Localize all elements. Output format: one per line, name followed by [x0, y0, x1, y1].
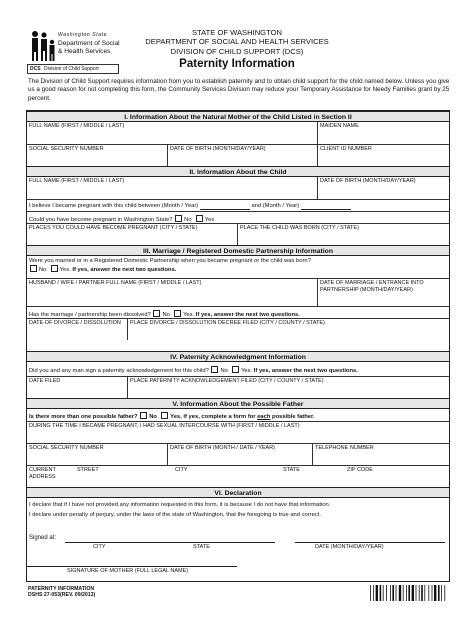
label: CURRENT ADDRESS: [29, 467, 56, 480]
father-phone-field[interactable]: [312, 444, 449, 465]
child-birthplace-field[interactable]: [237, 224, 449, 245]
label: CITY: [175, 467, 188, 473]
divorce-place-field[interactable]: [127, 319, 449, 340]
pregnant-wa-yes-checkbox[interactable]: [196, 215, 203, 222]
yes-label: Yes: [204, 217, 215, 223]
city-label: [173, 466, 263, 487]
pregnant-to-input[interactable]: [301, 203, 351, 210]
current-address-label: [27, 466, 75, 487]
label: SOCIAL SECURITY NUMBER: [29, 146, 104, 152]
signed-state-label: STATE: [193, 544, 210, 550]
mother-name-row: [27, 122, 449, 144]
pregnancy-places-field[interactable]: [27, 224, 237, 245]
spouse-name-field[interactable]: [27, 279, 317, 306]
header-department: DEPARTMENT OF SOCIAL AND HEALTH SERVICES: [145, 37, 329, 47]
signed-at-line[interactable]: [65, 541, 275, 543]
no-label: No: [39, 267, 47, 273]
ack-place-filed-field[interactable]: [127, 377, 449, 398]
label: STATE: [283, 467, 300, 473]
married-no-checkbox[interactable]: [30, 265, 37, 272]
pregnant-wa-no-checkbox[interactable]: [175, 215, 182, 222]
signed-date-line[interactable]: [295, 541, 445, 543]
label: FULL NAME (FIRST / MIDDLE / LAST): [29, 123, 125, 129]
followup-a: if yes, complete a form for: [183, 414, 256, 420]
multiple-fathers-yes-checkbox[interactable]: [161, 412, 168, 419]
label: FULL NAME (FIRST / MIDDLE / LAST): [29, 178, 125, 184]
child-name-row: [27, 177, 449, 199]
declaration-line-1: I declare that if I have not provided any information requested in this form, it is because I do not have that information.: [29, 502, 331, 508]
acknowledgment-row: [27, 362, 449, 376]
acknowledgment-question: [27, 365, 451, 376]
section-2-header: II. Information About the Child: [27, 166, 449, 177]
page-title: Paternity Information: [179, 58, 295, 70]
dissolved-row: [27, 306, 449, 318]
label: PLACES YOU COULD HAVE BECOME PREGNANT (CITY / STATE): [29, 225, 198, 231]
agency-header: [0, 28, 474, 56]
street-label: [75, 466, 145, 487]
zip-label: [345, 466, 425, 487]
no-label: No: [149, 414, 157, 420]
signed-date-label: DATE (MONTH/DAY/YEAR): [315, 544, 384, 550]
section-5-header: V. Information About the Possible Father: [27, 398, 449, 409]
dissolved-followup: If yes, answer the next two questions.: [195, 312, 300, 318]
married-question-text: Were you married or in a Registered Domestic Partnership when you became pregnant or the child was born?: [29, 258, 311, 264]
logo-state-text: Washington State: [58, 32, 107, 38]
married-followup: If yes, answer the next two questions.: [72, 267, 177, 273]
label: ZIP CODE: [347, 467, 373, 473]
yes-label: Yes.: [59, 267, 71, 273]
section-1-header: I. Information About the Natural Mother of the Child Listed in Section II: [27, 111, 449, 122]
label: DATE OF DIVORCE / DISSOLUTION: [29, 320, 121, 326]
mother-id-row: [27, 144, 449, 166]
married-question: [27, 257, 451, 275]
label: PLACE PATERNITY ACKNOWLEDGEMENT FILED (CITY / COUNTY / STATE): [130, 378, 324, 384]
father-id-row: [27, 443, 449, 465]
label: CLIENT ID NUMBER: [320, 146, 372, 152]
state-label: [281, 466, 341, 487]
multiple-fathers-row: [27, 409, 449, 421]
declaration-line-2: I declare under penalty of perjury, under the laws of the state of Washington, that the foregoing is true and correct.: [29, 512, 321, 518]
label: TELEPHONE NUMBER: [315, 445, 374, 451]
logo-dept-text-2: & Health Services: [58, 47, 111, 55]
label: MAIDEN NAME: [320, 123, 359, 129]
label: DATE OF MARRIAGE / ENTRANCE INTO PARTNERSHIP (MONTH/DAY/YEAR): [320, 280, 424, 293]
child-dob-field[interactable]: [317, 177, 449, 199]
married-yes-checkbox[interactable]: [51, 265, 58, 272]
label: DATE OF BIRTH (MONTH/DAY/YEAR): [320, 178, 416, 184]
section-6-header: VI. Declaration: [27, 487, 449, 498]
yes-label: Yes.: [183, 312, 195, 318]
dcs-abbr: DCS: [30, 66, 41, 72]
label: DATE OF BIRTH (MONTH / DATE / YEAR): [170, 445, 276, 451]
no-label: No: [220, 368, 228, 374]
no-label: No: [162, 312, 170, 318]
yes-label: Yes,: [170, 414, 182, 420]
ack-label: Did you and any man sign a paternity acknowledgement for this child?: [29, 368, 209, 374]
mother-full-name-field[interactable]: [27, 122, 317, 144]
ack-filed-row: [27, 376, 449, 398]
dissolved-yes-checkbox[interactable]: [174, 310, 181, 317]
father-name-row: [27, 421, 449, 443]
mother-maiden-name-field[interactable]: [317, 122, 449, 144]
multiple-fathers-label: Is there more than one possible father?: [29, 414, 138, 420]
yes-label: Yes.: [241, 368, 253, 374]
married-question-row: [27, 256, 449, 278]
father-ssn-field[interactable]: [27, 444, 167, 465]
label: DURING THE TIME I BECAME PREGNANT, I HAD SEXUAL INTERCOURSE WITH (FIRST / MIDDLE / LAST): [29, 423, 300, 429]
label: DATE FILED: [29, 378, 61, 384]
ack-no-checkbox[interactable]: [211, 366, 218, 373]
dissolved-label: Has the marriage / partnership been dissolved?: [29, 312, 151, 318]
label: DATE OF BIRTH (MONTH/DAY/YEAR): [170, 146, 266, 152]
father-name-field[interactable]: [27, 422, 449, 443]
mother-ssn-field[interactable]: [27, 145, 167, 166]
form-id: DSHS 27-053(REV. 09/2013): [28, 592, 96, 599]
no-label: No: [184, 217, 192, 223]
label: PLACE DIVORCE / DISSOLUTION DECREE FILED (CITY / COUNTY / STATE): [130, 320, 325, 326]
pregnant-from-input[interactable]: [200, 203, 250, 210]
child-full-name-field[interactable]: [27, 177, 317, 199]
followup-each: each: [257, 414, 271, 420]
signed-at-label: Signed at:: [29, 535, 57, 541]
dissolved-no-checkbox[interactable]: [153, 310, 160, 317]
signed-city-label: CITY: [93, 544, 106, 550]
barcode-icon: [370, 585, 450, 601]
header-division: DIVISION OF CHILD SUPPORT (DCS): [170, 46, 304, 56]
dcs-label: Division of Child Support: [43, 66, 99, 72]
form-footer: [28, 586, 95, 599]
client-id-field[interactable]: [317, 145, 449, 166]
label: HUSBAND / WIFE / PARTNER FULL NAME (FIRST / MIDDLE / LAST): [29, 280, 202, 286]
signature-label: SIGNATURE OF MOTHER (FULL LEGAL NAME): [67, 568, 189, 574]
signature-line[interactable]: [27, 565, 237, 567]
divorce-row: [27, 318, 449, 340]
section-3-header: III. Marriage / Registered Domestic Partnership Information: [27, 245, 449, 256]
divorce-date-field[interactable]: [27, 319, 127, 340]
section-4-header: IV. Paternity Acknowledgment Information: [27, 351, 449, 362]
ack-followup: If yes, answer the next two questions.: [253, 368, 358, 374]
label: STREET: [77, 467, 99, 473]
pregnant-wa-label: Could you have become pregnant in Washington State?: [29, 217, 173, 223]
father-dob-field[interactable]: [167, 444, 312, 465]
pregnant-between-label: I believe I became pregnant with this child between (Month / Year): [29, 203, 199, 209]
header-state: STATE OF WASHINGTON: [191, 28, 282, 37]
ack-yes-checkbox[interactable]: [232, 366, 239, 373]
pregnancy-period-question: [27, 202, 451, 211]
pregnant-and-label: and (Month / Year): [251, 203, 300, 209]
places-row: [27, 223, 449, 245]
spouse-row: [27, 278, 449, 306]
mother-dob-field[interactable]: [167, 145, 317, 166]
form-name: PATERNITY INFORMATION: [28, 586, 95, 592]
label: SOCIAL SECURITY NUMBER: [29, 445, 104, 451]
multiple-fathers-no-checkbox[interactable]: [140, 412, 147, 419]
label: PLACE THE CHILD WAS BORN (CITY / STATE): [240, 225, 359, 231]
logo-dept-text: Department of Social: [58, 40, 120, 47]
paternity-form: [26, 110, 450, 582]
pregnancy-period-row: [27, 199, 449, 211]
declaration-text: [27, 501, 451, 520]
father-address-row[interactable]: [27, 465, 449, 487]
ack-date-filed-field[interactable]: [27, 377, 127, 398]
intro-paragraph: The Division of Child Support requires information from you to establish paternity and to obtain child support for the child named below. Unless you give us a good reason for not completing this form, the Community Services Division may reduce your Temporary Assistance for Needy Families grant by 25 percent.: [28, 78, 450, 102]
pregnant-wa-row: [27, 211, 449, 223]
followup-b: possible father.: [272, 414, 315, 420]
marriage-date-field[interactable]: [317, 279, 449, 306]
